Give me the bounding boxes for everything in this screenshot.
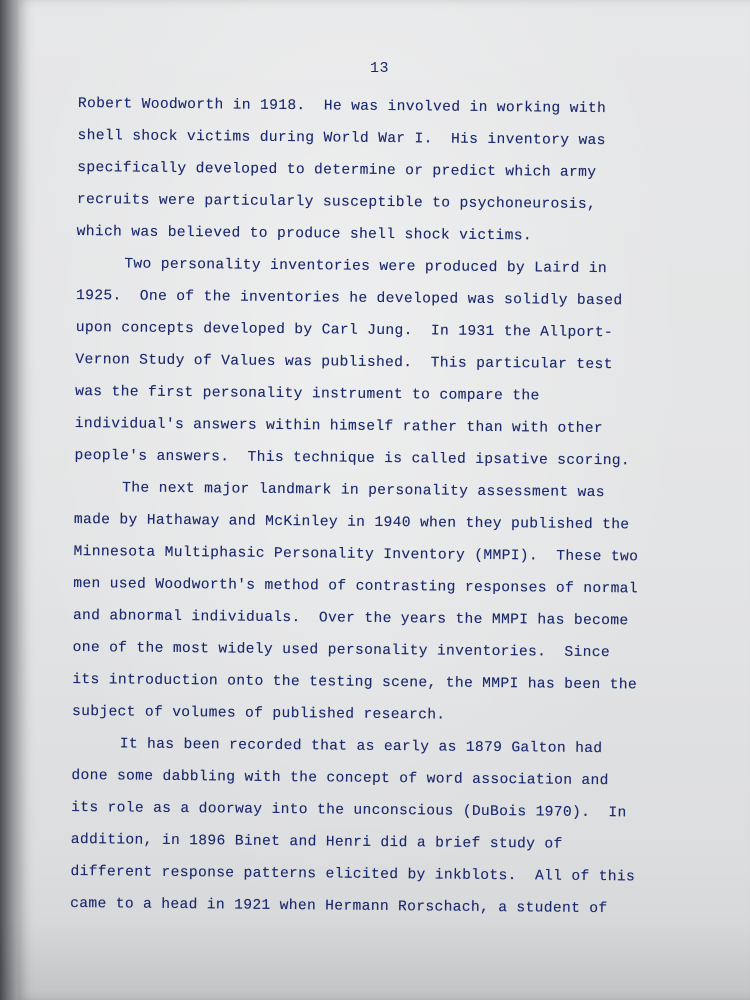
text-line: recruits were particularly susceptible to psychoneurosis,	[76, 191, 597, 213]
text-line: upon concepts developed by Carl Jung. In 1931 the Allport-	[75, 319, 614, 342]
text-line: Robert Woodworth in 1918. He was involved in working with	[77, 95, 607, 118]
body-text	[70, 92, 718, 930]
text-line: made by Hathaway and McKinley in 1940 when they published the	[73, 511, 630, 534]
text-line: its role as a doorway into the unconscious (DuBois 1970). In	[71, 799, 627, 822]
text-line: one of the most widely used personality inventories. Since	[72, 639, 611, 662]
text-line: was the first personality instrument to compare the	[75, 383, 540, 405]
text-line: which was believed to produce shell shock victims.	[76, 223, 533, 245]
paragraph-start-line: It has been recorded that as early as 1879 Galton had	[119, 736, 603, 758]
text-line: men used Woodworth's method of contrasting responses of normal	[73, 575, 639, 598]
text-line: and abnormal individuals. Over the years the MMPI has become	[72, 607, 629, 630]
text-line: specifically developed to determine or predict which army	[77, 159, 597, 181]
text-line: Minnesota Multiphasic Personality Inventory (MMPI). These two	[73, 543, 639, 566]
paper-sheet	[18, 0, 750, 1000]
text-line: its introduction onto the testing scene, the MMPI has been the	[72, 671, 638, 694]
text-line: came to a head in 1921 when Hermann Rorschach, a student of	[70, 895, 608, 918]
text-line: different response patterns elicited by inkblots. All of this	[70, 863, 636, 886]
text-line: done some dabbling with the concept of word association and	[71, 767, 609, 790]
paragraph-start-line: The next major landmark in personality assessment was	[122, 480, 605, 502]
text-line: addition, in 1896 Binet and Henri did a brief study of	[70, 831, 563, 853]
text-line: subject of volumes of published research.	[71, 703, 446, 724]
text-line: shell shock victims during World War I. His inventory was	[77, 127, 606, 150]
text-line: Vernon Study of Values was published. This particular test	[75, 351, 613, 374]
paragraph-start-line: Two personality inventories were produced by Laird in	[124, 256, 608, 278]
text-line: 1925. One of the inventories he developed was solidly based	[75, 287, 623, 310]
text-line: people's answers. This technique is called ipsative scoring.	[74, 447, 631, 470]
text-line: individual's answers within himself rather than with other	[74, 415, 604, 438]
page-number: 13	[370, 60, 390, 77]
